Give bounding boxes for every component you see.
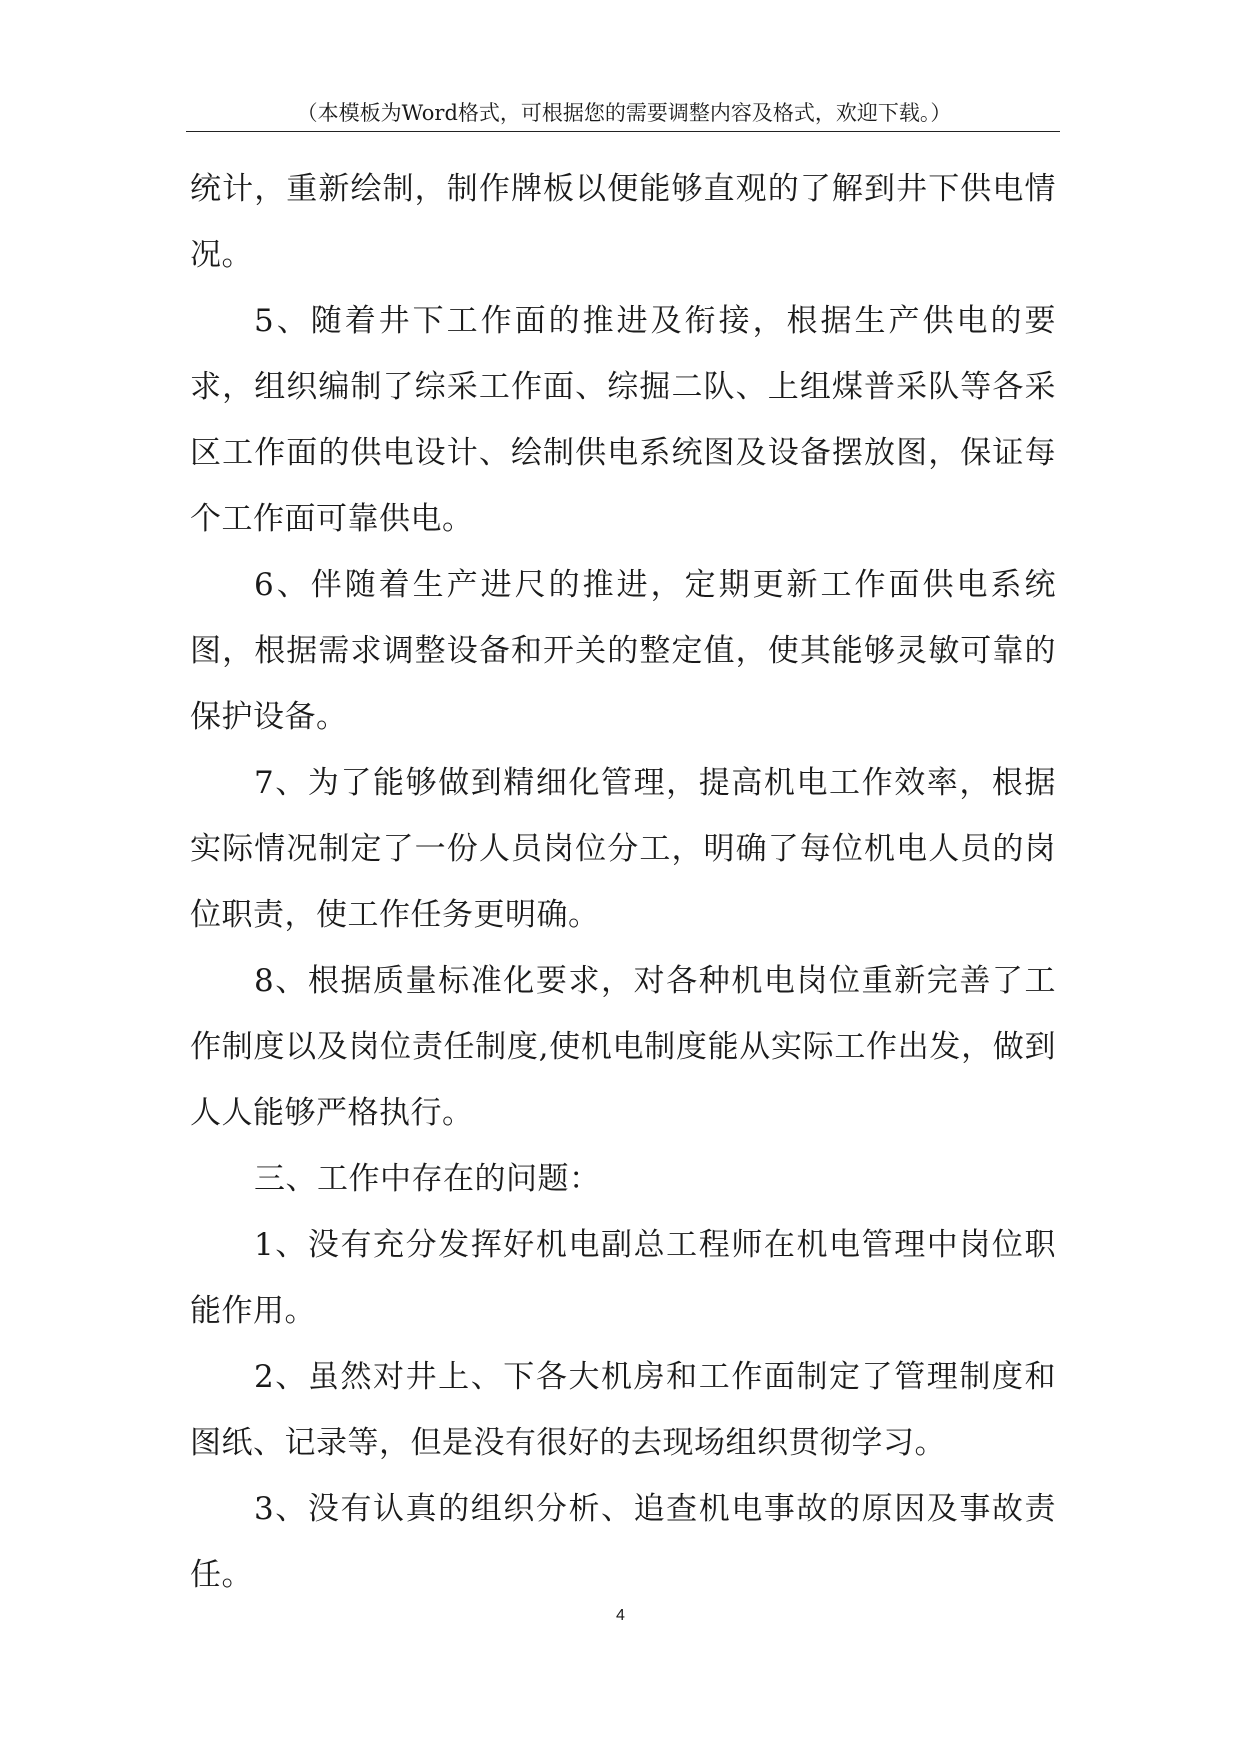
header-divider [186, 131, 1060, 132]
page-number: 4 [616, 1607, 625, 1624]
document-body [190, 156, 1056, 1608]
paragraph: 8、根据质量标准化要求，对各种机电岗位重新完善了工作制度以及岗位责任制度,使机电制度能从实际工作出发，做到人人能够严格执行。 [190, 963, 1056, 1131]
paragraph: 7、为了能够做到精细化管理，提高机电工作效率，根据实际情况制定了一份人员岗位分工，明确了每位机电人员的岗位职责，使工作任务更明确。 [190, 765, 1056, 933]
paragraph: 1、没有充分发挥好机电副总工程师在机电管理中岗位职能作用。 [190, 1227, 1056, 1329]
paragraph: 6、伴随着生产进尺的推进，定期更新工作面供电系统图，根据需求调整设备和开关的整定值，使其能够灵敏可靠的保护设备。 [190, 567, 1056, 735]
paragraph: 2、虽然对井上、下各大机房和工作面制定了管理制度和图纸、记录等，但是没有很好的去现场组织贯彻学习。 [190, 1359, 1056, 1461]
section-heading: 三、工作中存在的问题： [254, 1161, 601, 1197]
page-header: （本模板为Word格式，可根据您的需要调整内容及格式，欢迎下载。） [296, 101, 952, 125]
paragraph: 统计，重新绘制，制作牌板以便能够直观的了解到井下供电情况。 [190, 171, 1056, 273]
paragraph: 3、没有认真的组织分析、追查机电事故的原因及事故责任。 [190, 1491, 1056, 1593]
paragraph: 5、随着井下工作面的推进及衔接，根据生产供电的要求，组织编制了综采工作面、综掘二队、上组煤普采队等各采区工作面的供电设计、绘制供电系统图及设备摆放图，保证每个工作面可靠供电。 [190, 303, 1056, 537]
